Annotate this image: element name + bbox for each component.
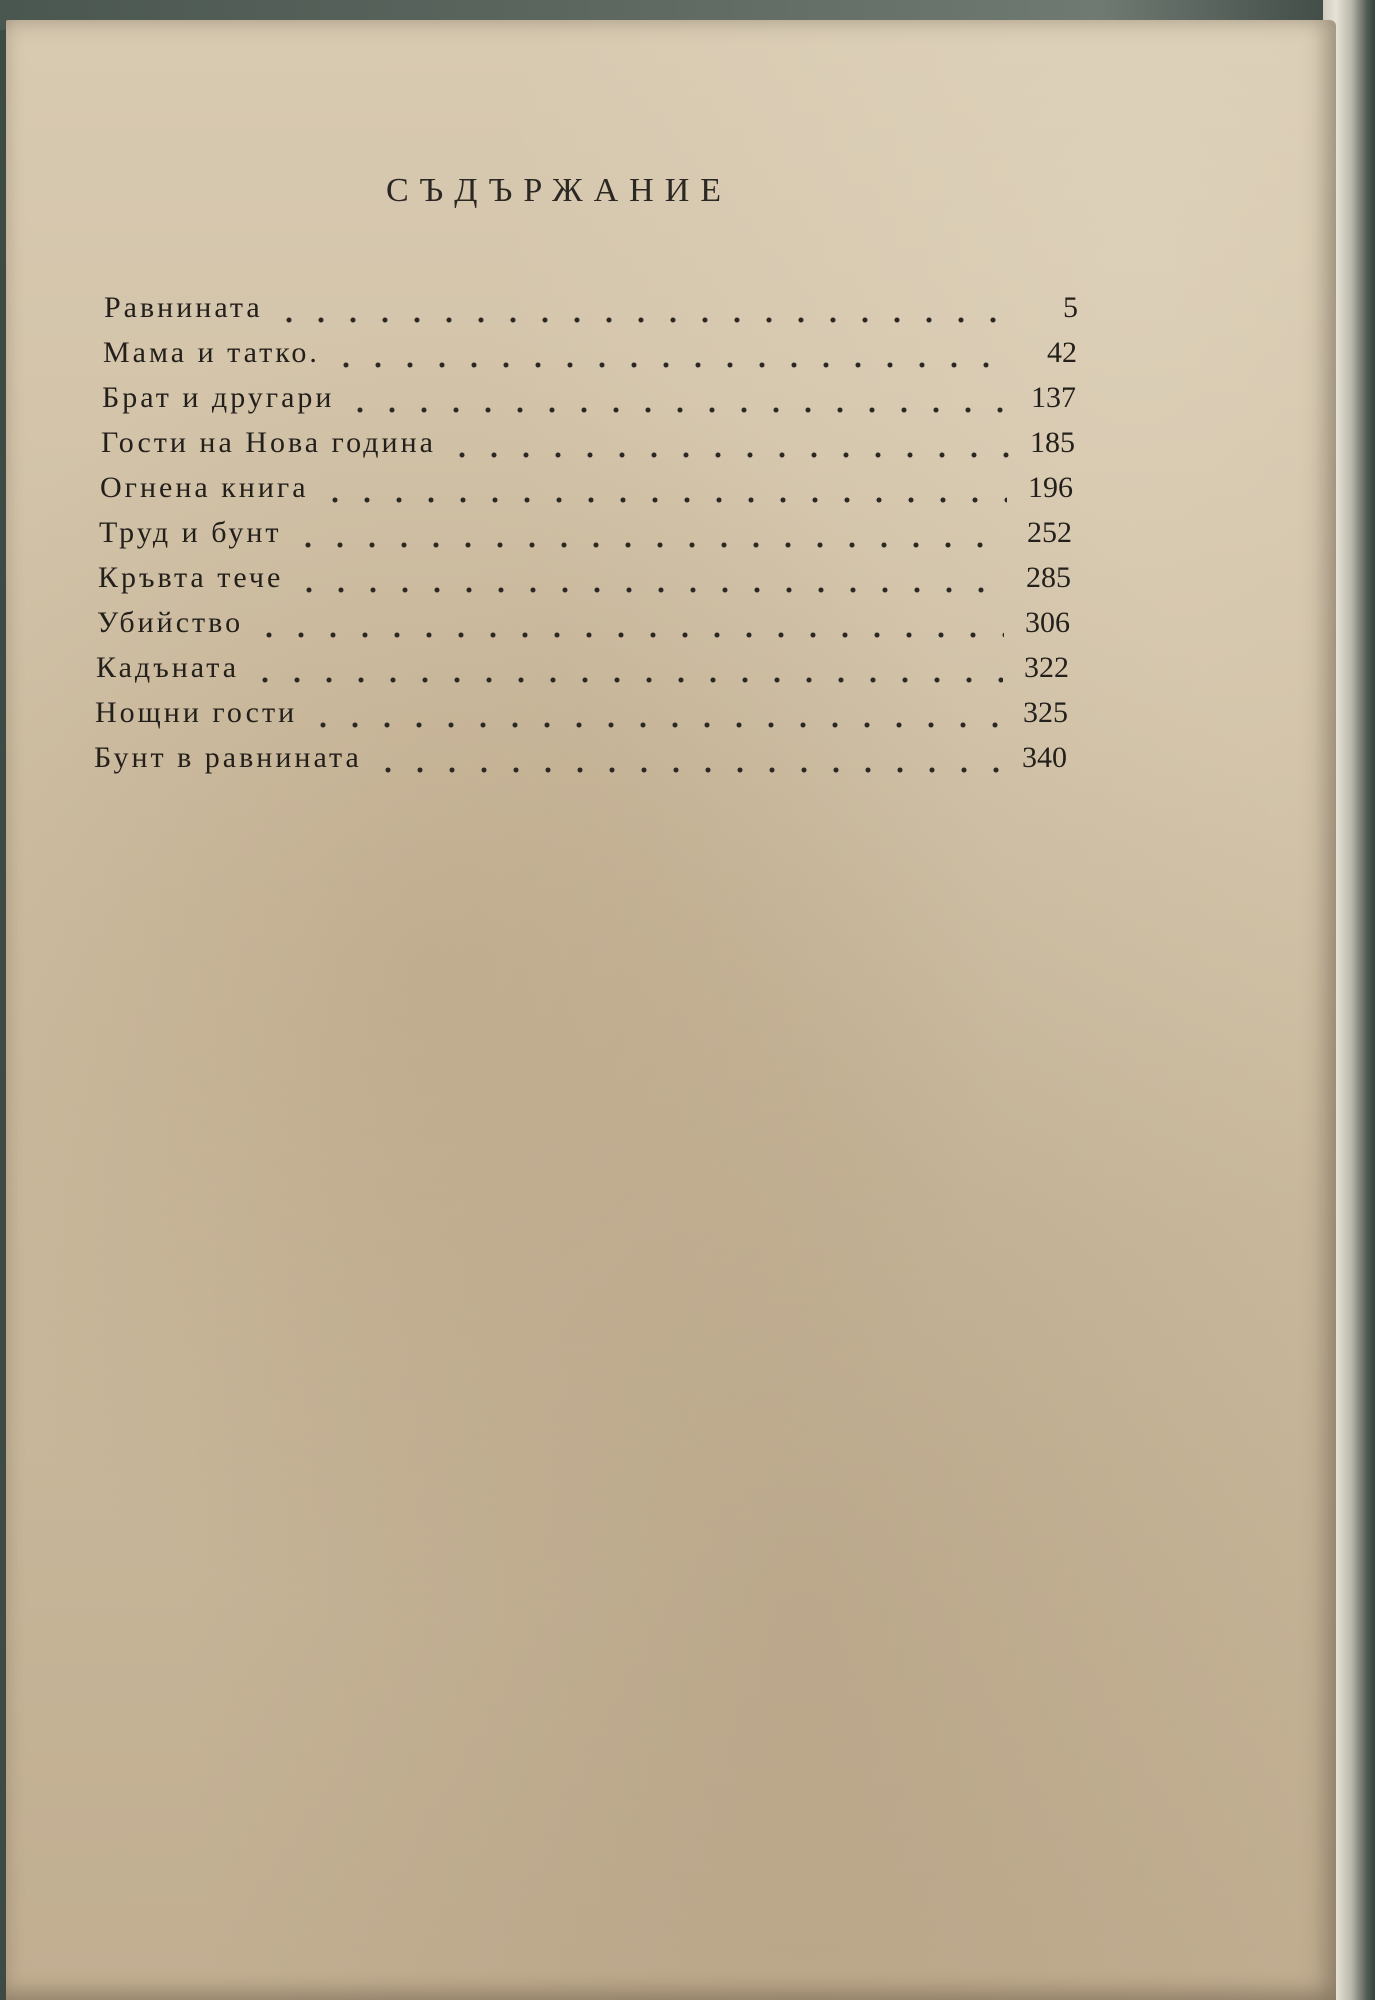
toc-entry-title: Убийство (97, 606, 244, 639)
toc-entry-page-number: 252 (1027, 516, 1072, 549)
toc-entry (99, 513, 1072, 553)
toc-entry-page-number: 306 (1025, 606, 1070, 639)
table-of-contents (6, 20, 1336, 920)
page-title: СЪДЪРЖАНИЕ (386, 172, 733, 209)
toc-entry (101, 423, 1075, 463)
toc-entry-title: Кадъната (96, 651, 240, 684)
toc-entry-page-number: 285 (1026, 561, 1071, 594)
toc-entry-page-number: 196 (1028, 471, 1073, 504)
book-page (6, 20, 1336, 2000)
toc-entry (94, 738, 1067, 778)
toc-entry-title: Труд и бунт (99, 516, 282, 549)
toc-entry-page-number: 137 (1031, 381, 1076, 414)
toc-entry-page-number: 5 (1063, 291, 1078, 324)
toc-entry-title: Мама и татко. (103, 336, 320, 369)
toc-entry (102, 378, 1076, 418)
toc-entry-title: Бунт в равнината (94, 741, 362, 774)
toc-entry-title: Нощни гости (95, 696, 298, 729)
toc-dot-leader (273, 288, 1012, 328)
toc-dot-leader (292, 513, 1006, 553)
toc-entry-title: Равнината (104, 291, 263, 324)
toc-dot-leader (307, 693, 1002, 733)
toc-entry (103, 333, 1077, 373)
toc-dot-leader (446, 423, 1009, 463)
toc-entry (100, 468, 1073, 508)
toc-dot-leader (319, 468, 1007, 508)
toc-entry-page-number: 42 (1047, 336, 1077, 369)
toc-entry (98, 558, 1071, 598)
toc-entry-page-number: 325 (1023, 696, 1068, 729)
toc-entry-title: Гости на Нова година (101, 426, 436, 459)
toc-entry-title: Огнена книга (100, 471, 309, 504)
toc-entry-page-number: 322 (1024, 651, 1069, 684)
toc-entry-title: Кръвта тече (98, 561, 284, 594)
toc-dot-leader (293, 558, 1005, 598)
toc-dot-leader (253, 603, 1004, 643)
toc-dot-leader (249, 648, 1003, 688)
toc-entry (104, 288, 1078, 328)
toc-dot-leader (372, 738, 1001, 778)
toc-dot-leader (344, 378, 1010, 418)
toc-entry-page-number: 340 (1022, 741, 1067, 774)
toc-entry (95, 693, 1068, 733)
toc-dot-leader (330, 333, 1011, 373)
toc-entry-page-number: 185 (1030, 426, 1075, 459)
toc-entry (96, 648, 1069, 688)
toc-entry-title: Брат и другари (102, 381, 335, 414)
toc-entry (97, 603, 1070, 643)
